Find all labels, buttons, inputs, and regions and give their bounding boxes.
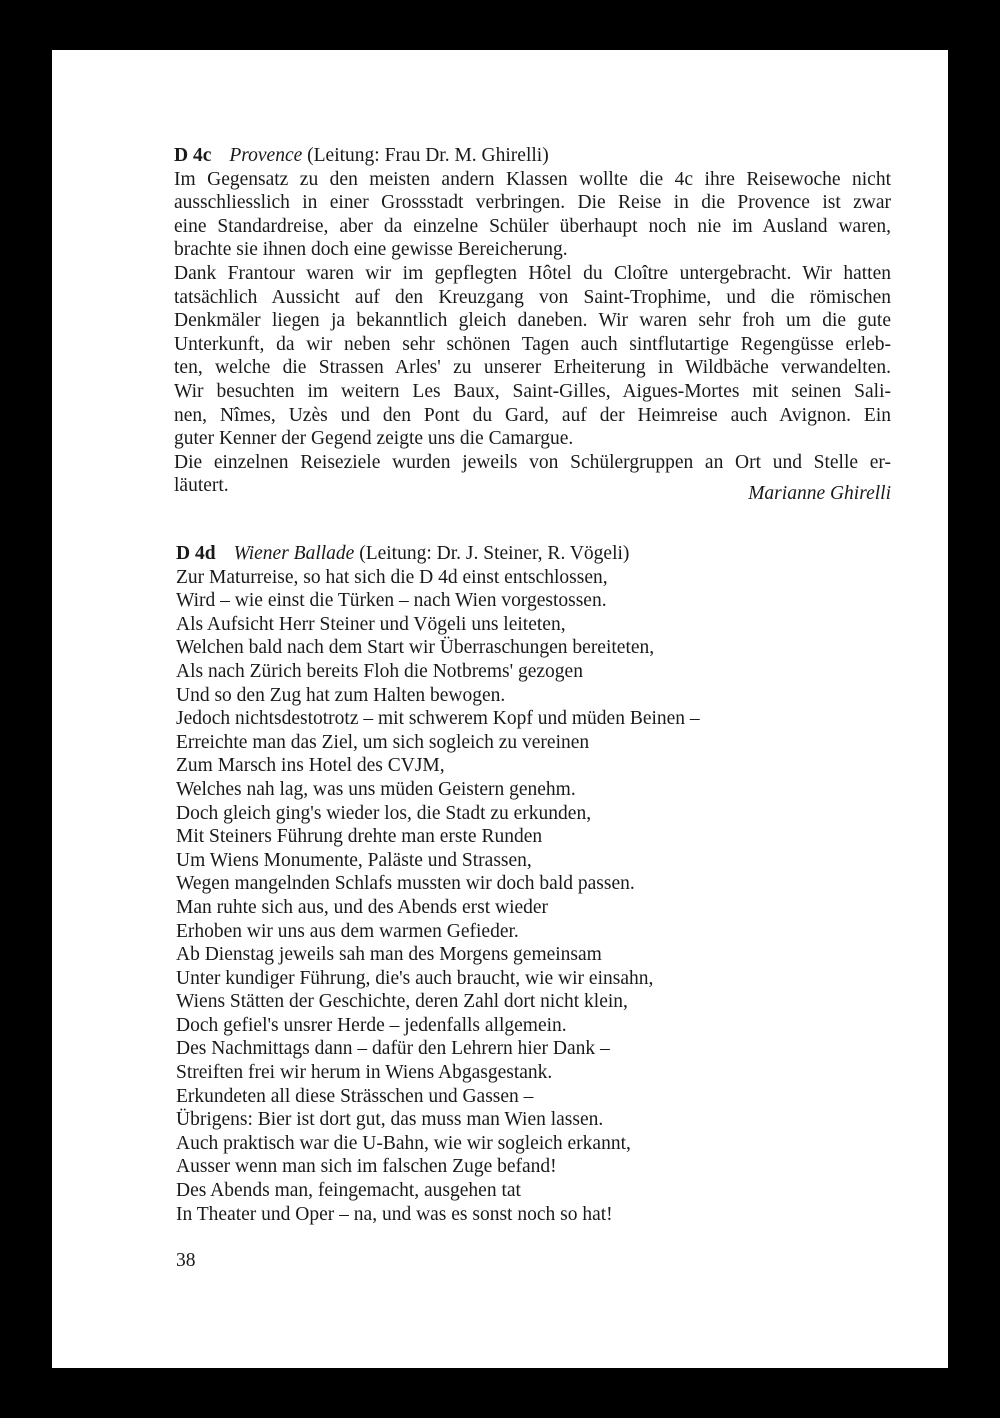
- poem-line: Übrigens: Bier ist dort gut, das muss man Wien lassen.: [176, 1109, 604, 1131]
- closing-row: [174, 474, 891, 505]
- poem-line: Doch gleich ging's wieder los, die Stadt zu erkunden,: [176, 802, 592, 824]
- poem-line: Wegen mangelnden Schlafs mussten wir doch bald passen.: [176, 873, 635, 895]
- section-code: D 4c: [174, 145, 212, 166]
- scan-mark: [192, 44, 222, 50]
- paragraph-line: nen, Nîmes, Uzès und den Pont du Gard, auf der Heimreise auch Avignon. Ein: [174, 404, 891, 426]
- section-title: Provence: [229, 145, 303, 166]
- poem-line: Welchen bald nach dem Start wir Überraschungen bereiteten,: [176, 637, 655, 659]
- poem-line: Des Nachmittags dann – dafür den Lehrern hier Dank –: [176, 1038, 610, 1060]
- poem-line: Man ruhte sich aus, und des Abends erst wieder: [176, 896, 549, 918]
- poem-line: Wird – wie einst die Türken – nach Wien vorgestossen.: [176, 590, 607, 612]
- section-heading: [174, 144, 891, 168]
- poem-line: Doch gefiel's unsrer Herde – jedenfalls allgemein.: [176, 1014, 567, 1036]
- poem-line: Als Aufsicht Herr Steiner und Vögeli uns leiteten,: [176, 613, 566, 635]
- poem-line: Unter kundiger Führung, die's auch braucht, wie wir einsahn,: [176, 967, 654, 989]
- paragraph-line: Im Gegensatz zu den meisten andern Klassen wollte die 4c ihre Reisewoche nicht: [174, 168, 891, 190]
- paragraph-line: ausschliesslich in einer Grossstadt verbringen. Die Reise in die Provence ist zwar: [174, 192, 891, 214]
- paragraph-line: Denkmäler liegen ja bekanntlich gleich daneben. Wir waren sehr froh um die gute: [174, 310, 891, 332]
- poem-line: Ausser wenn man sich im falschen Zuge befand!: [176, 1156, 557, 1178]
- poem-line: Wiens Stätten der Geschichte, deren Zahl dort nicht klein,: [176, 991, 628, 1013]
- section-heading: [176, 542, 876, 566]
- poem-line: Jedoch nichtsdestotrotz – mit schwerem Kopf und müden Beinen –: [176, 708, 700, 730]
- poem-line: In Theater und Oper – na, und was es sonst noch so hat!: [176, 1203, 613, 1225]
- poem-line: Ab Dienstag jeweils sah man des Morgens gemeinsam: [176, 944, 602, 966]
- poem-line: Erhoben wir uns aus dem warmen Gefieder.: [176, 920, 519, 942]
- paragraph-line: Unterkunft, da wir neben sehr schönen Tagen auch sintflutartige Regengüsse erleb-: [174, 333, 891, 355]
- section-code: D 4d: [176, 543, 216, 564]
- poem-line: Streiften frei wir herum in Wiens Abgasgestank.: [176, 1062, 553, 1084]
- paragraph-line: Dank Frantour waren wir im gepflegten Hôtel du Cloître untergebracht. Wir hatten: [174, 262, 891, 284]
- section-d4d: [176, 542, 876, 1226]
- page-number: 38: [176, 1250, 196, 1271]
- paragraph-line: Wir besuchten im weitern Les Baux, Saint-Gilles, Aigues-Mortes mit seinen Sali-: [174, 380, 891, 402]
- poem-line: Mit Steiners Führung drehte man erste Runden: [176, 826, 543, 848]
- poem-line: Um Wiens Monumente, Paläste und Strassen,: [176, 849, 532, 871]
- paragraph-line: brachte sie ihnen doch eine gewisse Bereicherung.: [174, 239, 568, 261]
- poem-line: Erreichte man das Ziel, um sich sogleich zu vereinen: [176, 731, 590, 753]
- section-d4c: [174, 144, 891, 505]
- paragraph-line: Die einzelnen Reiseziele wurden jeweils von Schülergruppen an Ort und Stelle er-: [174, 451, 891, 473]
- section-subtitle: (Leitung: Frau Dr. M. Ghirelli): [307, 145, 549, 166]
- paragraph-line: eine Standardreise, aber da einzelne Schüler überhaupt noch nie im Ausland waren,: [174, 215, 891, 237]
- poem-line: Welches nah lag, was uns müden Geistern genehm.: [176, 778, 576, 800]
- poem-line: Des Abends man, feingemacht, ausgehen tat: [176, 1180, 521, 1202]
- paragraph-line: läutert.: [174, 475, 229, 497]
- poem-line: Und so den Zug hat zum Halten bewogen.: [176, 684, 506, 706]
- paragraph-line: guter Kenner der Gegend zeigte uns die Camargue.: [174, 428, 574, 450]
- paragraph-line: ten, welche die Strassen Arles' zu unserer Erheiterung in Wildbäche verwandelten.: [174, 357, 891, 379]
- author-signature: Marianne Ghirelli: [748, 483, 891, 505]
- poem-line: Zum Marsch ins Hotel des CVJM,: [176, 755, 445, 777]
- paragraph-line: tatsächlich Aussicht auf den Kreuzgang von Saint-Trophime, und die römischen: [174, 286, 891, 308]
- section-subtitle: (Leitung: Dr. J. Steiner, R. Vögeli): [359, 543, 630, 564]
- poem-line: Auch praktisch war die U-Bahn, wie wir sogleich erkannt,: [176, 1132, 631, 1154]
- section-title: Wiener Ballade: [233, 543, 355, 564]
- poem-line: Als nach Zürich bereits Floh die Notbrems' gezogen: [176, 660, 583, 682]
- poem-line: Zur Maturreise, so hat sich die D 4d einst entschlossen,: [176, 566, 608, 588]
- poem-line: Erkundeten all diese Strässchen und Gassen –: [176, 1085, 534, 1107]
